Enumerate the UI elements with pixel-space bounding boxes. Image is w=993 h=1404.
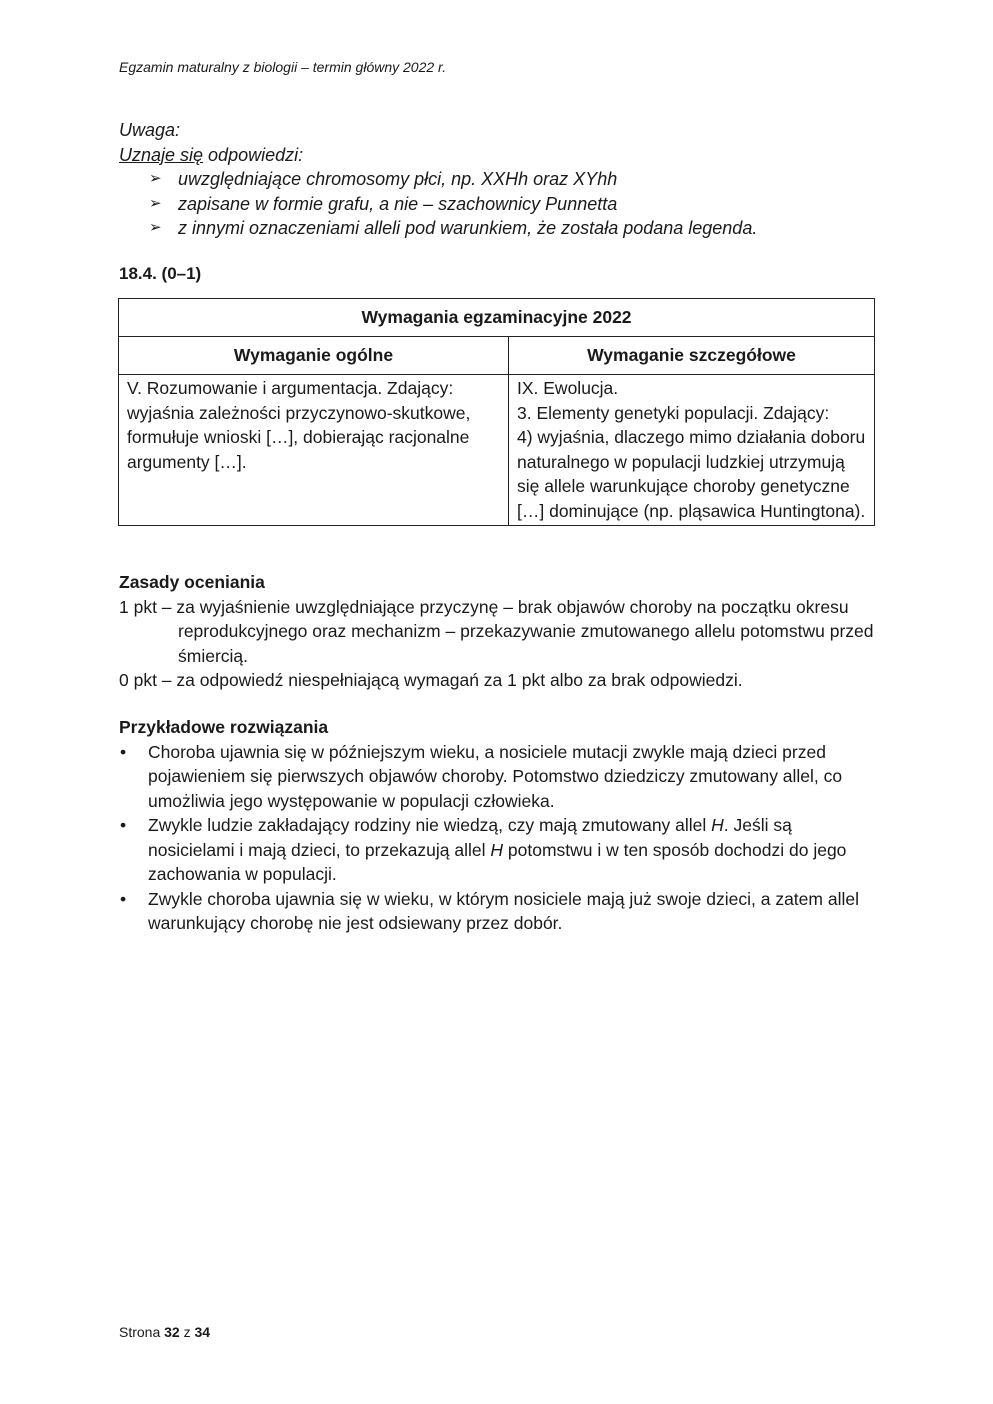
total-pages: 34 xyxy=(194,1324,211,1340)
scoring-rule: 0 pkt – za odpowiedź niespełniającą wymagań za 1 pkt albo za brak odpowiedzi. xyxy=(119,670,743,690)
scoring-rule: 1 pkt – za wyjaśnienie uwzględniające przyczynę – brak objawów choroby na początku okresu reprodukcyjnego oraz mechanizm – przekazywanie zmutowanego allelu potomstwu przed śmiercią. xyxy=(119,596,874,666)
detailed-requirement-cell xyxy=(509,375,875,526)
detailed-line: IX. Ewolucja. xyxy=(517,378,619,398)
bullet-icon: • xyxy=(120,815,127,835)
requirements-title: Wymagania egzaminacyjne 2022 xyxy=(119,299,875,337)
arrow-bullet-icon: ➢ xyxy=(149,170,162,187)
note-accept-line xyxy=(119,143,757,168)
example-item: • Zwykle choroba ujawnia się w wieku, w którym nosiciele mają już swoje dzieci, a zatem allel warunkujący chorobę nie jest odsiewany przez dobór. xyxy=(120,888,859,933)
col-header-detailed: Wymaganie szczegółowe xyxy=(509,337,875,375)
detailed-line: 3. Elementy genetyki populacji. Zdający: xyxy=(517,402,830,423)
page-footer: Strona 32 z 34 xyxy=(119,1324,211,1340)
note-item: ➢ z innymi oznaczeniami alleli pod warunkiem, że została podana legenda. xyxy=(119,216,757,241)
examples-list xyxy=(119,740,879,936)
arrow-bullet-icon: ➢ xyxy=(149,219,162,236)
bullet-icon: • xyxy=(120,888,127,909)
requirements-table xyxy=(118,298,875,526)
page-header: Egzamin maturalny z biologii – termin główny 2022 r. xyxy=(119,59,447,75)
examples-section xyxy=(119,715,879,936)
note-list xyxy=(119,167,757,241)
example-item: • Choroba ujawnia się w późniejszym wieku, a nosiciele mutacji zwykle mają dzieci przed pojawieniem się pierwszych objawów choroby. Potomstwo dziedziczy zmutowany allel, co umożliwia jego występowanie w populacji człowieka. xyxy=(120,741,843,811)
note-accept-rest: odpowiedzi: xyxy=(203,144,304,165)
current-page: 32 xyxy=(164,1324,180,1340)
note-accept-underlined: Uznaje się xyxy=(119,144,204,165)
note-item: ➢ zapisane w formie grafu, a nie – szachownicy Punnetta xyxy=(119,192,757,217)
example-item: • Zwykle ludzie zakładający rodziny nie wiedzą, czy mają zmutowany allel H. Jeśli są nosicielami i mają dzieci, to przekazują allel H potomstwu i w ten sposób dochodzi do jego zachowania w populacji. xyxy=(120,815,847,884)
arrow-bullet-icon: ➢ xyxy=(149,194,162,212)
bullet-icon: • xyxy=(120,741,127,762)
note-label: Uwaga: xyxy=(119,120,181,140)
general-requirement-cell: V. Rozumowanie i argumentacja. Zdający: wyjaśnia zależności przyczynowo-skutkowe, formułuje wnioski […], dobierając racjonalne argumenty […]. xyxy=(119,375,509,526)
detailed-line: 4) wyjaśnia, dlaczego mimo działania doboru naturalnego w populacji ludzkiej utrzymują się allele warunkujące choroby genetyczne […] dominujące (np. pląsawica Huntingtona). xyxy=(517,427,866,521)
scoring-section xyxy=(119,570,879,693)
note-block xyxy=(119,118,757,241)
col-header-general: Wymaganie ogólne xyxy=(119,337,509,375)
examples-title: Przykładowe rozwiązania xyxy=(119,717,329,737)
scoring-title: Zasady oceniania xyxy=(119,572,265,592)
task-id: 18.4. (0–1) xyxy=(119,264,202,283)
note-item: ➢ uwzględniające chromosomy płci, np. XXHh oraz XYhh xyxy=(119,167,757,192)
